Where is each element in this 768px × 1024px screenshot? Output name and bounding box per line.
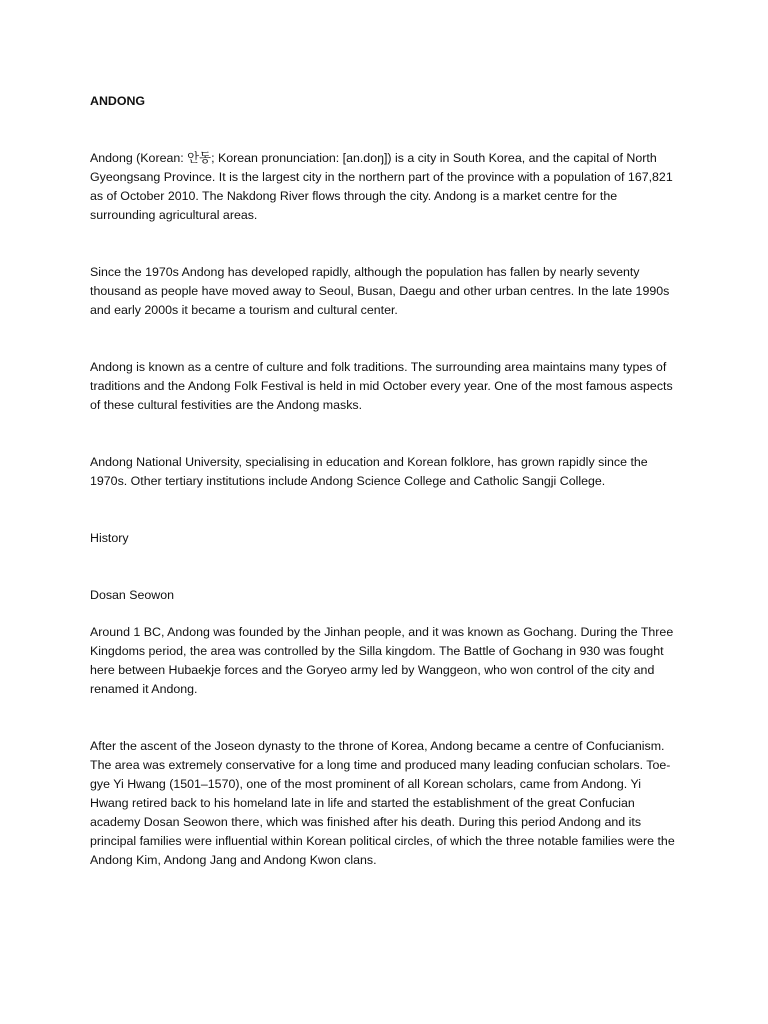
paragraph-culture: Andong is known as a centre of culture and folk traditions. The surrounding area maintains many types of traditions and the Andong Folk Festival is held in mid October every year. One of the most famous aspects of these cultural festivities are the Andong masks. <box>90 360 673 412</box>
document-title: ANDONG <box>90 94 146 108</box>
paragraph-joseon: After the ascent of the Joseon dynasty to the throne of Korea, Andong became a centre of Confucianism. The area was extremely conservative for a long time and produced many leading confucian scholars. Toe-gye Yi Hwang (1501–1570), one of the most prominent of all Korean scholars, came from Andong. Yi Hwang retired back to his homeland late in life and started the establishment of the great Confucian academy Dosan Seowon there, which was finished after his death. During this period Andong and its principal families were influential within Korean political circles, of which the three notable families were the Andong Kim, Andong Jang and Andong Kwon clans. <box>90 739 675 867</box>
dosan-seowon-heading: Dosan Seowon <box>90 588 175 602</box>
history-heading: History <box>90 531 129 545</box>
document-page <box>90 92 682 870</box>
paragraph-development: Since the 1970s Andong has developed rapidly, although the population has fallen by nearly seventy thousand as people have moved away to Seoul, Busan, Daegu and other urban centres. In the late 1990s and early 2000s it became a tourism and cultural center. <box>90 265 670 317</box>
paragraph-founding: Around 1 BC, Andong was founded by the Jinhan people, and it was known as Gochang. During the Three Kingdoms period, the area was controlled by the Silla kingdom. The Battle of Gochang in 930 was fought here between Hubaekje forces and the Goryeo army led by Wanggeon, who won control of the city and renamed it Andong. <box>90 625 674 696</box>
paragraph-intro: Andong (Korean: 안동; Korean pronunciation: [an.doŋ]) is a city in South Korea, and the capital of North Gyeongsang Province. It is the largest city in the northern part of the province with a population of 167,821 as of October 2010. The Nakdong River flows through the city. Andong is a market centre for the surrounding agricultural areas. <box>90 151 673 222</box>
paragraph-university: Andong National University, specialising in education and Korean folklore, has grown rapidly since the 1970s. Other tertiary institutions include Andong Science College and Catholic Sangji College. <box>90 455 648 488</box>
